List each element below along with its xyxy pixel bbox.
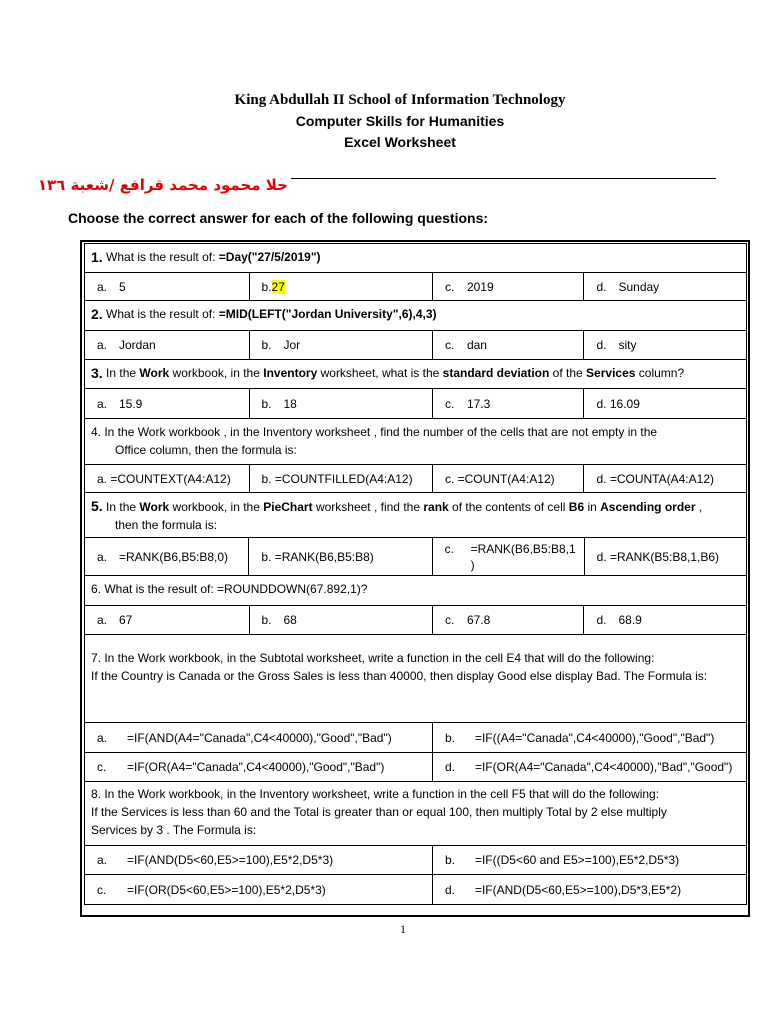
- question-3: [85, 360, 746, 389]
- question-text: What is the result of:: [106, 250, 216, 264]
- option-b[interactable]: b. =RANK(B6,B5:B8): [249, 538, 432, 575]
- option-d[interactable]: d. sity: [596, 338, 637, 352]
- option-a[interactable]: a. =IF(AND(A4="Canada",C4<40000),"Good","Bad"): [85, 723, 433, 752]
- question-number: 3.: [91, 365, 103, 381]
- question-text-cont: Office column, then the formula is:: [115, 443, 297, 457]
- option-c[interactable]: c. dan: [433, 331, 585, 359]
- options-row-5: [85, 538, 746, 576]
- question-text-cont: If the Services is less than 60 and the Total is greater than or equal 100, then multiply Total by 2 else multiply: [91, 805, 667, 819]
- option-c[interactable]: c. =RANK(B6,B5:B8,1 ): [433, 538, 585, 575]
- instruction-text: Choose the correct answer for each of the following questions:: [68, 210, 489, 226]
- question-number: 5.: [91, 498, 103, 514]
- option-b[interactable]: b. =IF((D5<60 and E5>=100),E5*2,D5*3): [444, 853, 680, 867]
- name-underline: [291, 178, 716, 179]
- options-row-2: [85, 331, 746, 360]
- option-d[interactable]: d. =COUNTA(A4:A12): [596, 471, 714, 486]
- options-row-6: [85, 606, 746, 635]
- school-name: King Abdullah II School of Information Technology: [234, 92, 566, 108]
- question-text: 4. In the Work workbook , in the Inventory worksheet , find the number of the cells that are not empty in the: [91, 425, 658, 439]
- question-formula: =MID(LEFT("Jordan University",6),4,3): [218, 307, 437, 321]
- option-c[interactable]: c. 67.8: [433, 606, 585, 634]
- option-b[interactable]: b. Jor: [250, 331, 433, 359]
- options-row-7a: [85, 723, 746, 753]
- question-1: [85, 244, 746, 273]
- question-2: [85, 301, 746, 331]
- question-text: In the Work workbook, in the Inventory worksheet, what is the standard deviation of the Services column?: [106, 366, 685, 380]
- question-text: 6. What is the result of: =ROUNDDOWN(67.892,1)?: [91, 582, 368, 596]
- option-b[interactable]: b. 68: [250, 606, 433, 634]
- option-d[interactable]: d. =RANK(B5:B8,1,B6): [596, 549, 720, 564]
- option-d[interactable]: d. =IF(OR(A4="Canada",C4<40000),"Bad","Good"): [444, 760, 733, 774]
- question-text: In the Work workbook, in the PieChart worksheet , find the rank of the contents of cell B6 in Ascending order ,: [106, 500, 703, 514]
- question-6: [85, 576, 746, 606]
- question-number: 2.: [91, 306, 103, 322]
- worksheet-title: Excel Worksheet: [344, 134, 456, 150]
- question-number: 1.: [91, 249, 103, 265]
- question-text: 8. In the Work workbook, in the Inventory worksheet, write a function in the cell F5 that will do the following:: [91, 787, 660, 801]
- option-b[interactable]: b. =COUNTFILLED(A4:A12): [250, 465, 433, 492]
- question-5: [85, 493, 746, 538]
- options-row-7b: [85, 753, 746, 782]
- options-row-8b: [85, 875, 746, 905]
- student-name: حلا محمود محمد قرافع /شعبة ١٣٦: [37, 176, 288, 194]
- options-row-1: [85, 273, 746, 301]
- option-d[interactable]: d. 68.9: [596, 613, 642, 627]
- question-text-cont: Services by 3 . The Formula is:: [91, 823, 257, 837]
- option-d[interactable]: d. Sunday: [596, 279, 660, 294]
- option-a[interactable]: a. Jordan: [85, 331, 250, 359]
- option-c[interactable]: c. 17.3: [433, 389, 585, 418]
- option-d[interactable]: d. 16.09: [596, 396, 640, 411]
- option-c[interactable]: c. 2019: [433, 273, 585, 300]
- highlighted-answer: 27: [271, 279, 285, 294]
- option-a[interactable]: a. =RANK(B6,B5:B8,0): [85, 538, 249, 575]
- options-row-3: [85, 389, 746, 419]
- question-8: [85, 782, 746, 846]
- page-number: 1: [400, 922, 406, 936]
- options-row-8a: [85, 846, 746, 875]
- option-d[interactable]: d. =IF(AND(D5<60,E5>=100),D5*3,E5*2): [444, 882, 682, 897]
- options-row-4: [85, 465, 746, 493]
- question-4: [85, 419, 746, 465]
- option-a[interactable]: a. =COUNTEXT(A4:A12): [85, 465, 250, 492]
- option-a[interactable]: a. 67: [85, 606, 250, 634]
- option-b[interactable]: b. 18: [250, 389, 433, 418]
- question-7: [85, 635, 746, 723]
- question-text-cont: then the formula is:: [115, 518, 218, 532]
- question-text-cont: If the Country is Canada or the Gross Sales is less than 40000, then display Good else display Bad. The Formula is:: [91, 669, 708, 683]
- option-c[interactable]: c. =COUNT(A4:A12): [433, 465, 585, 492]
- option-c[interactable]: c. =IF(OR(A4="Canada",C4<40000),"Good","Bad"): [85, 753, 433, 781]
- option-a[interactable]: a. =IF(AND(D5<60,E5>=100),E5*2,D5*3): [85, 846, 433, 874]
- question-text: What is the result of:: [106, 307, 216, 321]
- option-b[interactable]: b. =IF((A4="Canada",C4<40000),"Good","Bad"): [444, 730, 715, 745]
- question-table: [84, 243, 747, 905]
- question-text: 7. In the Work workbook, in the Subtotal worksheet, write a function in the cell E4 that will do the following:: [91, 651, 655, 665]
- option-c[interactable]: c. =IF(OR(D5<60,E5>=100),E5*2,D5*3): [85, 875, 433, 904]
- option-a[interactable]: a. 5: [85, 273, 250, 300]
- option-a[interactable]: a. 15.9: [85, 389, 250, 418]
- option-b[interactable]: b. 27: [250, 273, 433, 300]
- question-formula: =Day("27/5/2019"): [218, 250, 321, 264]
- course-title: Computer Skills for Humanities: [295, 113, 505, 129]
